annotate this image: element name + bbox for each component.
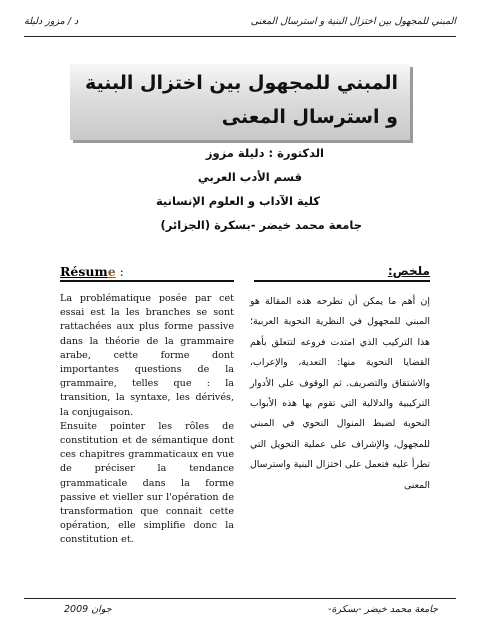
author-university: جامعة محمد خيضر -بسكرة (الجزائر) xyxy=(160,218,362,232)
footer-rule xyxy=(24,598,456,599)
author-name: الدكتورة : دليلة مزوز xyxy=(205,146,324,160)
title-box xyxy=(70,64,410,140)
resume-paragraph-1: La problématique posée par cet essai est la les branches se sont rattachées aux plus forme passive dans la théorie de la grammaire arabe, cette forme dont importantes questions de la grammaire, telles que : la transition, la syntaxe, les dérivés, la conjugaison. xyxy=(60,293,234,418)
running-header xyxy=(24,14,456,36)
resume-body xyxy=(60,292,234,548)
resume-heading-main: Résum xyxy=(60,264,108,279)
resume-paragraph-2: Ensuite pointer les rôles de constitution et de sémantique dont ces chapitres grammaticaux en vue de préciser la tendance grammaticale dans la forme passive et vieller sur l'opération de transformation que connait cette opération, elle simplifie donc la constitution et. xyxy=(60,420,234,546)
mulakhas-body xyxy=(250,292,430,496)
footer-date: جوان 2009 xyxy=(64,604,112,615)
mulakhas-heading xyxy=(254,264,430,282)
title-line-2: و استرسال المعنى xyxy=(221,106,398,128)
header-article-title: المبني للمجهول بين اختزال البنية و استرسال المعنى xyxy=(250,16,456,27)
author-department: قسم الأدب العربي xyxy=(197,170,302,184)
title-line-1: المبني للمجهول بين اختزال البنية xyxy=(84,72,398,94)
mulakhas-paragraph: إن أهم ما يمكن أن تطرحه هذه المقالة هو المبني للمجهول في النظرية النحوية العربية؛ هذا التركيب الذي امتدت فروعه لتتعلق بأهم القضايا النحوية منها: التعدية، والإعراب، والاشتقاق والتصريف. ثم الوقوف على الأدوار التركيبية والدلالية التي تقوم بها هذه الأبواب النحوية لضبط المنوال النحوي في المبني للمجهول، والإشراف على عملية التحويل التي تطرأ عليه فتعمل على اختزال البنية واسترسال المعنى xyxy=(250,296,430,491)
resume-heading-colon: : xyxy=(115,264,124,279)
header-author: د / مزوز دليلة xyxy=(24,16,79,27)
header-rule xyxy=(24,36,456,37)
resume-heading xyxy=(60,264,234,282)
footer-university: جامعة محمد خيضر -بسكرة- xyxy=(328,604,438,615)
mulakhas-heading-text: ملخص: xyxy=(387,264,430,278)
author-faculty: كلية الآداب و العلوم الإنسانية xyxy=(155,194,320,208)
resume-heading-last-letter: e xyxy=(107,264,116,279)
